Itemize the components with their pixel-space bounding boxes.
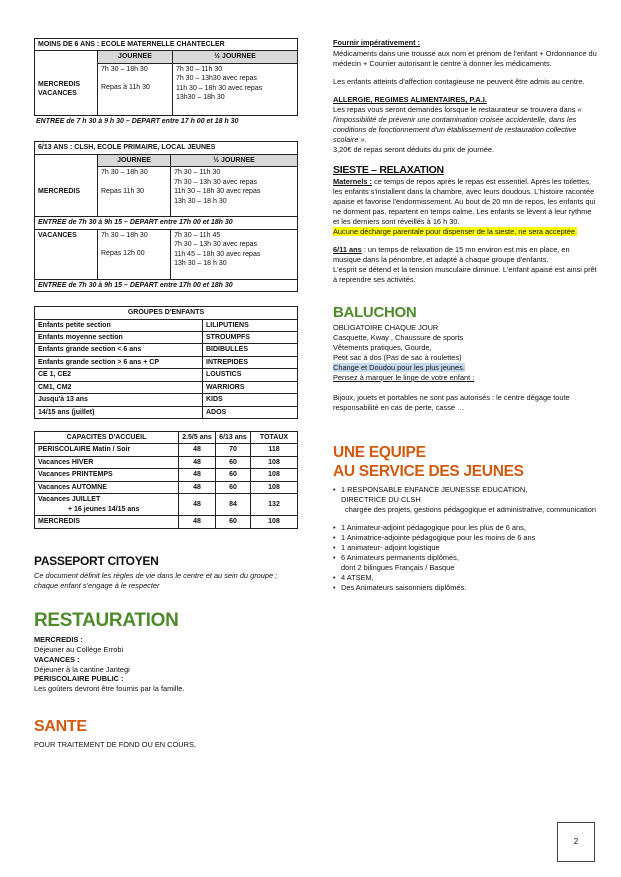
capacite-value: 48 xyxy=(179,469,216,481)
restauration-line: Déjeuner au Collège Errobi xyxy=(34,644,124,654)
capacite-value: 108 xyxy=(251,456,298,468)
moins6-schedule-table xyxy=(34,38,298,116)
restauration-line: VACANCES : xyxy=(34,654,80,664)
moins6-row-label: MERCREDIS VACANCES xyxy=(35,63,98,115)
groupe-age: Enfants grande section > 6 ans + CP xyxy=(35,356,203,368)
capacite-value: 60 xyxy=(216,516,251,528)
ans6-13-vacances-demi: 7h 30 – 11h 45 7h 30 – 13h 30 avec repas 11h 45 – 18h 30 avec repas 13h 30 – 18 h 30 xyxy=(171,229,298,279)
capacites-row xyxy=(35,456,298,468)
bijoux-text: Bijoux, jouets et portables ne sont pas autorisés : le centre dégage toute responsabilité en cas de perte, casse … xyxy=(333,393,570,412)
ans6-13-vacances-label: VACANCES xyxy=(35,229,98,279)
contagieux-text: Les enfants atteints d'affection contagieuse ne peuvent être admis au centre. xyxy=(333,76,585,86)
capacite-value: 70 xyxy=(216,444,251,456)
moins6-demi-header: ½ JOURNEE xyxy=(172,51,297,63)
capacite-value: 48 xyxy=(179,444,216,456)
groupes-row xyxy=(35,319,298,331)
allergie-title: ALLERGIE, REGIMES ALIMENTAIRES, P.A.I. xyxy=(333,94,487,104)
groupes-row xyxy=(35,344,298,356)
groupe-name: LILIPUTIENS xyxy=(203,319,298,331)
groupe-name: KIDS xyxy=(203,394,298,406)
capacite-value: 48 xyxy=(179,516,216,528)
capacites-row xyxy=(35,481,298,493)
capacites-header-label: CAPACITES D'ACCUEIL xyxy=(35,432,179,444)
baluchon-title: BALUCHON xyxy=(333,303,417,321)
equipe-item: • 1 Animatrice-adjointe pédagogique pour les moins de 6 ans xyxy=(333,533,599,543)
groupe-name: ADOS xyxy=(203,406,298,418)
ans6-13-mercredis-journee: 7h 30 – 18h 30 Repas 11h 30 xyxy=(98,167,171,217)
baluchon-item: Petit sac à dos (Pas de sac à roulettes) xyxy=(333,353,462,363)
ans611-text: 6/11 ans : un temps de relaxation de 15 mn environ est mis en place, en musique dans la pénombre, et adapté à chaque groupe d'enfants. xyxy=(333,244,570,264)
linge-text: Pensez à marquer le linge de votre enfant : xyxy=(333,373,475,383)
moins6-journee-header: JOURNEE xyxy=(98,51,173,63)
restauration-section xyxy=(34,611,298,695)
restauration-line: Les goûters devront être fournis par la famille. xyxy=(34,684,185,694)
passeport-text: Ce document définit les règles de vie dans le centre et au sein du groupe ; chaque enfant s'engage à le respecter xyxy=(34,570,278,590)
moins6-entree: ENTREE de 7 h 30 à 9 h 30 – DEPART entre 17 h 00 et 18 h 30 xyxy=(36,117,239,125)
baluchon-item: Casquette, Kway , Chaussure de sports xyxy=(333,333,464,343)
allergie-text: Les repas vous seront demandés lorsque le restaurateur se trouvera dans « l'impossibilité de prévenir une contamination croisée accidentelle, dans les conditions de fonctionnement d'un établissement de restauration collective scolaire ». xyxy=(333,104,582,144)
capacite-value: 48 xyxy=(179,456,216,468)
ans6-13-mercredis-label: MERCREDIS xyxy=(35,167,98,217)
groupe-age: 14/15 ans (juillet) xyxy=(35,406,203,418)
capacite-label: Vacances HIVER xyxy=(35,456,179,468)
capacite-label: PERISCOLAIRE Matin / Soir xyxy=(35,444,179,456)
capacites-header-6-13: 6/13 ans xyxy=(216,432,251,444)
groupes-row xyxy=(35,406,298,418)
passeport-section xyxy=(34,553,298,591)
restauration-line: PERISCOLAIRE PUBLIC : xyxy=(34,674,124,684)
capacite-value: 60 xyxy=(216,469,251,481)
moins6-demi-cell: 7h 30 – 11h 30 7h 30 – 13h30 avec repas 11h 30 – 18h 30 avec repas 13h30 – 18h 30 xyxy=(172,63,297,115)
groupe-name: LOUSTICS xyxy=(203,369,298,381)
capacite-label: Vacances JUILLET + 16 jeunes 14/15 ans xyxy=(35,494,179,516)
capacites-row xyxy=(35,494,298,516)
groupes-row xyxy=(35,394,298,406)
equipe-title: UNE EQUIPE AU SERVICE DES JEUNES xyxy=(333,443,524,481)
baluchon-item: Vêtements pratiques, Gourde, xyxy=(333,343,432,353)
fournir-text: Médicaments dans une trousse aux nom et prénom de l'enfant + Ordonnance du médecin + Courrier autorisant le centre à donner les médicaments. xyxy=(333,48,597,68)
juillet-extra: + 16 jeunes 14/15 ans xyxy=(68,505,140,513)
ans611-text-2: L'esprit se détend et la tension musculaire diminue. L'enfant apaisé est ainsi prêt à reprendre ses activités. xyxy=(333,264,597,284)
restauration-line: MERCREDIS : xyxy=(34,634,83,644)
capacites-header-totaux: TOTAUX xyxy=(251,432,298,444)
fournir-title: Fournir impérativement : xyxy=(333,38,421,47)
capacites-header-2-5: 2.5/5 ans xyxy=(179,432,216,444)
ans6-13-mercredis-demi: 7h 30 – 11h 30 7h 30 – 13h 30 avec repas 11h 30 – 18h 30 avec repas 13h 30 – 18 h 30 xyxy=(171,167,298,217)
capacite-value: 84 xyxy=(216,494,251,516)
ans6-13-entree-1: ENTREE de 7h 30 à 9h 15 – DEPART entre 17h 00 et 18h 30 xyxy=(35,217,298,229)
ans6-13-title: 6/13 ANS : CLSH, ECOLE PRIMAIRE, LOCAL JEUNES xyxy=(35,142,298,154)
groupes-row xyxy=(35,331,298,343)
capacite-label: Vacances PRINTEMPS xyxy=(35,469,179,481)
capacite-value: 60 xyxy=(216,481,251,493)
equipe-item: • 1 Animateur-adjoint pédagogique pour les plus de 6 ans, xyxy=(333,523,599,533)
groupes-row xyxy=(35,381,298,393)
ans6-13-vacances-journee: 7h 30 – 18h 30 Repas 12h 00 xyxy=(98,229,171,279)
groupe-age: CE 1, CE2 xyxy=(35,369,203,381)
groupe-name: WARRIORS xyxy=(203,381,298,393)
sieste-warning: Aucune décharge parentale pour dispenser de la sieste, ne sera acceptée. xyxy=(333,226,578,236)
equipe-item: • 6 Animateurs permanents diplômés, dont 2 bilingues Français / Basque xyxy=(333,553,599,573)
equipe-item: • 1 RESPONSABLE ENFANCE JEUNESSE EDUCATION, DIRECTRICE DU CLSH chargée des projets, gestions pédagogique et administrative, communication xyxy=(333,485,599,515)
equipe-item: • Des Animateurs saisonniers diplômés. xyxy=(333,583,599,593)
groupe-name: BIDIBULLES xyxy=(203,344,298,356)
moins6-title: MOINS DE 6 ANS : ECOLE MATERNELLE CHANTECLER xyxy=(35,39,298,51)
capacites-table xyxy=(34,431,298,529)
restauration-title: RESTAURATION xyxy=(34,609,179,631)
capacites-row xyxy=(35,516,298,528)
moins6-journee-cell: 7h 30 – 18h 30 Repas à 11h 30 xyxy=(98,63,173,115)
capacites-row xyxy=(35,444,298,456)
left-column xyxy=(34,38,298,750)
groupes-row xyxy=(35,356,298,368)
allergie-price: 3,20€ de repas seront déduits du prix de journée. xyxy=(333,144,495,154)
groupe-age: Enfants moyenne section xyxy=(35,331,203,343)
passeport-title: PASSEPORT CITOYEN xyxy=(34,553,159,568)
page-number: 2 xyxy=(557,822,595,862)
ans6-13-schedule-table xyxy=(34,141,298,292)
groupe-age: Enfants grande section < 6 ans xyxy=(35,344,203,356)
ans6-13-entree-2: ENTREE de 7h 30 à 9h 15 – DEPART entre 17h 00 et 18h 30 xyxy=(35,279,298,291)
ans6-13-demi-header: ½ JOURNEE xyxy=(171,154,298,166)
maternels-text: Maternels : ce temps de repos après le repas est essentiel. Après les toilettes, les enfants s'installent dans la chambre, avec leurs doudous. L'histoire racontée apaise et favorise l'endormissement. Au bout de 20 mn de repos, les enfants qui ne dorment pas, repartent en temps calme. Les enfants se lèvent à leur rythme et les derniers sont réveillés à 16 h 30. xyxy=(333,177,596,226)
capacite-value: 108 xyxy=(251,516,298,528)
right-column xyxy=(333,38,599,593)
capacite-value: 132 xyxy=(251,494,298,516)
groupe-name: STROUMPFS xyxy=(203,331,298,343)
groupe-age: Jusqu'à 13 ans xyxy=(35,394,203,406)
capacite-value: 48 xyxy=(179,494,216,516)
equipe-list-1 xyxy=(333,485,599,515)
capacite-label: MERCREDIS xyxy=(35,516,179,528)
equipe-list-2 xyxy=(333,523,599,593)
capacite-value: 108 xyxy=(251,481,298,493)
equipe-item: • 1 animateur- adjoint logistique xyxy=(333,543,599,553)
capacite-value: 48 xyxy=(179,481,216,493)
groupes-table xyxy=(34,306,298,419)
groupes-title: GROUPES D'ENFANTS xyxy=(35,307,298,319)
capacite-value: 118 xyxy=(251,444,298,456)
capacite-label: Vacances AUTOMNE xyxy=(35,481,179,493)
sieste-title: SIESTE – RELAXATION xyxy=(333,163,444,176)
ans6-13-journee-header: JOURNEE xyxy=(98,154,171,166)
sante-text: POUR TRAITEMENT DE FOND OU EN COURS, xyxy=(34,740,196,750)
groupe-age: Enfants petite section xyxy=(35,319,203,331)
groupes-row xyxy=(35,369,298,381)
baluchon-item: OBLIGATOIRE CHAQUE JOUR xyxy=(333,323,439,333)
capacite-value: 60 xyxy=(216,456,251,468)
equipe-item: • 4 ATSEM, xyxy=(333,573,599,583)
restauration-line: Déjeuner à la cantine Jantegi xyxy=(34,664,130,674)
groupe-name: INTREPIDES xyxy=(203,356,298,368)
baluchon-highlight: Change et Doudou pour les plus jeunes. xyxy=(333,363,465,373)
groupe-age: CM1, CM2 xyxy=(35,381,203,393)
capacite-value: 108 xyxy=(251,469,298,481)
baluchon-list xyxy=(333,323,599,383)
sante-section xyxy=(34,716,298,750)
capacites-row xyxy=(35,469,298,481)
sante-title: SANTE xyxy=(34,718,87,736)
